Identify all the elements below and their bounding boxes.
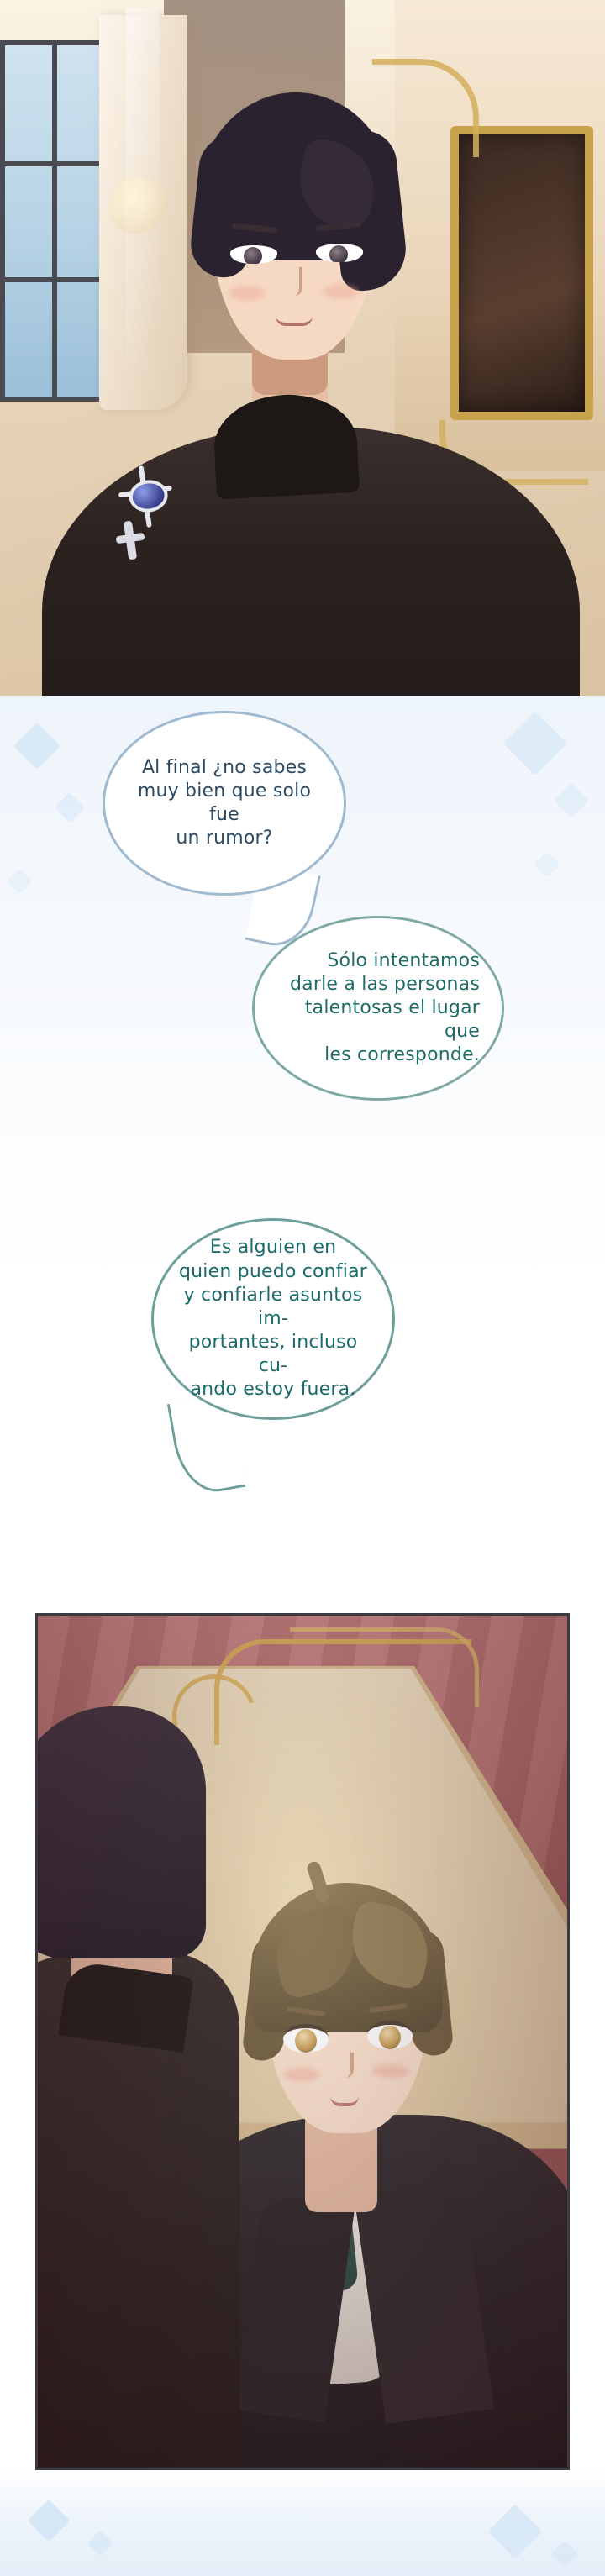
speech-bubble-text: Al final ¿no sabes muy bien que solo fue un rumor? (137, 756, 312, 849)
speech-bubble-text: Sólo intentamos darle a las personas talentosas el lugar que les corresponde. (289, 949, 480, 1066)
light-glow (109, 176, 168, 235)
sparkle-icon (28, 2500, 71, 2542)
sparkle-icon (55, 792, 86, 823)
sparkle-icon (87, 2530, 113, 2556)
sparkle-icon (13, 723, 61, 770)
window (0, 40, 109, 402)
gold-framed-artwork (450, 126, 593, 420)
panel-upper-interior (0, 0, 605, 696)
sparkle-icon (554, 783, 589, 818)
sparkle-icon (550, 2540, 579, 2568)
character-mouth (276, 316, 313, 326)
panel-vignette (38, 1616, 567, 2468)
sparkle-icon (503, 712, 567, 775)
character-eye-right (316, 240, 363, 262)
character-blush-right (323, 284, 360, 299)
footer-band (0, 2470, 605, 2576)
speech-bubble (252, 916, 504, 1101)
gem-brooch-icon (114, 467, 177, 530)
speech-bubble (151, 1218, 395, 1420)
character-nose (286, 267, 302, 296)
panel-lower-two-characters (35, 1613, 570, 2470)
sparkle-icon (487, 2504, 542, 2558)
sparkle-icon (6, 868, 32, 894)
dialogue-band (0, 696, 605, 1603)
character-blush-left (229, 286, 266, 301)
sparkle-icon (534, 851, 560, 877)
window-mullion (5, 277, 104, 282)
speech-bubble-text: Es alguien en quien puedo confiar y confiarle asuntos im- portantes, incluso cu- ando estoy fuera. (178, 1237, 368, 1401)
character-eye-left (230, 242, 277, 264)
speech-bubble (103, 711, 346, 896)
